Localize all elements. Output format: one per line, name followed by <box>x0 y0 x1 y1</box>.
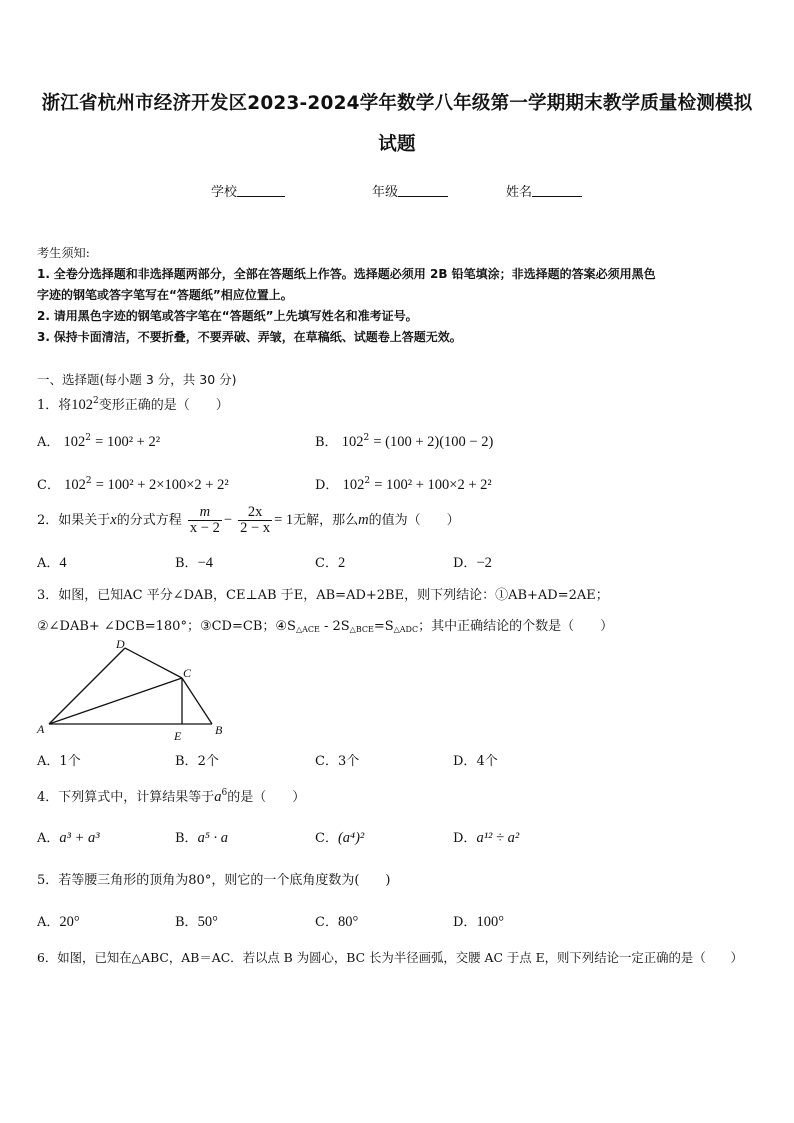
exam-notice <box>37 243 762 348</box>
question-1: 1．将$102^2$变形正确的是（ ） <box>37 396 229 413</box>
segment-cb <box>182 678 212 724</box>
q2-option-a[interactable]: A．4 <box>37 555 67 571</box>
notice-item-3: 3. 保持卡面清洁，不要折叠，不要弄破、弄皱，在草稿纸、试题卷上答题无效。 <box>37 330 462 344</box>
q5-option-a[interactable]: A．20° <box>37 914 80 930</box>
grade-field <box>372 181 448 200</box>
school-field <box>211 181 285 200</box>
section-heading: 一、选择题(每小题 3 分，共 30 分) <box>37 372 237 387</box>
q4-option-a[interactable]: A．a³ + a³ <box>37 830 100 846</box>
name-blank <box>532 184 582 197</box>
q4-option-c[interactable]: C．(a⁴)² <box>315 830 365 846</box>
q5-option-b[interactable]: B．50° <box>175 914 218 930</box>
q5-option-d[interactable]: D．100° <box>453 914 504 930</box>
label-e: E <box>174 729 182 743</box>
name-field <box>506 181 582 200</box>
question-5: 5．若等腰三角形的顶角为80°，则它的一个底角度数为( ) <box>37 873 391 888</box>
question-6: 6．如图，已知在△ABC，AB＝AC．若以点 B 为圆心，BC 长为半径画弧，交腰 AC 于点 E，则下列结论一定正确的是（ ） <box>37 950 743 965</box>
q2-frac1-den: x − 2 <box>189 520 220 536</box>
grade-blank <box>398 184 448 197</box>
label-d: D <box>116 637 125 651</box>
question-4: 4．下列算式中，计算结果等于$a^6$的是（ ） <box>37 788 306 805</box>
segment-dc <box>125 648 182 678</box>
notice-item-1-cont: 字迹的钢笔或答字笔写在“答题纸”相应位置上。 <box>37 288 293 302</box>
q4-option-d[interactable]: D．a¹² ÷ a² <box>453 830 520 846</box>
page-title: 浙江省杭州市经济开发区2023-2024学年数学八年级第一学期期末教学质量检测模拟 <box>41 93 753 114</box>
q1-option-a[interactable]: A． $102^2 = 100^2 + 2^2$ <box>37 433 161 450</box>
school-label: 学校 <box>211 185 238 200</box>
grade-label: 年级 <box>372 185 399 200</box>
notice-item-1: 1. 全卷分选择题和非选择题两部分，全部在答题纸上作答。选择题必须用 2B 铅笔填涂；非选择题的答案必须用黑色 <box>37 267 656 281</box>
notice-heading: 考生须知: <box>37 246 90 260</box>
name-label: 姓名 <box>506 185 533 200</box>
q1-option-d[interactable]: D． $102^2 = 100^2 + 100\times 2 + 2^2$ <box>315 476 492 493</box>
question-3: 3．如图，已知AC 平分∠DAB，CE⊥AB 于E，AB=AD+2BE，则下列结论：①AB+AD=2AE； <box>37 588 609 603</box>
q1-option-b[interactable]: B． $102^2 = (100 + 2)(100 - 2)$ <box>315 433 494 450</box>
q3-option-a[interactable]: A．1个 <box>37 754 81 769</box>
q2-option-c[interactable]: C．2 <box>315 555 346 571</box>
q3-figure <box>30 633 230 745</box>
question-3-line2: ②∠DAB+ ∠DCB=180°；③CD=CB；$④S_{\triangle ACE} - 2S_{\triangle BCE}=S_{\triangle ADC}$；其中正确结论的个数是（ ） <box>37 619 614 634</box>
question-2: 2．如果关于x的分式方程 $\frac{m}{x - 2}$ − $\frac{2x}{2 - x}$ = 1无解，那么m的值为（ ） <box>37 504 460 536</box>
segment-ac <box>49 678 182 724</box>
segment-ad <box>49 648 125 724</box>
label-a: A <box>37 722 45 736</box>
notice-item-2: 2. 请用黑色字迹的钢笔或答字笔在“答题纸”上先填写姓名和准考证号。 <box>37 309 418 323</box>
q1-option-c[interactable]: C． $102^2 = 100^2 + 2\times 100\times 2 + 2^2$ <box>37 476 229 493</box>
page-title-line2: 试题 <box>378 134 416 155</box>
q3-option-b[interactable]: B．2个 <box>175 754 219 769</box>
q3-option-d[interactable]: D．4个 <box>453 754 498 769</box>
q3-option-c[interactable]: C．3个 <box>315 754 360 769</box>
school-blank <box>237 184 285 197</box>
label-c: C <box>183 666 192 680</box>
q2-frac2-den: 2 − x <box>240 520 271 536</box>
q5-option-c[interactable]: C．80° <box>315 914 359 930</box>
label-b: B <box>215 723 223 737</box>
q2-option-b[interactable]: B．−4 <box>175 555 213 571</box>
q2-option-d[interactable]: D．−2 <box>453 555 492 571</box>
q2-frac2-num: 2x <box>238 505 272 521</box>
q2-frac1-num: m <box>188 505 222 521</box>
q4-option-b[interactable]: B．a⁵ · a <box>175 830 228 846</box>
